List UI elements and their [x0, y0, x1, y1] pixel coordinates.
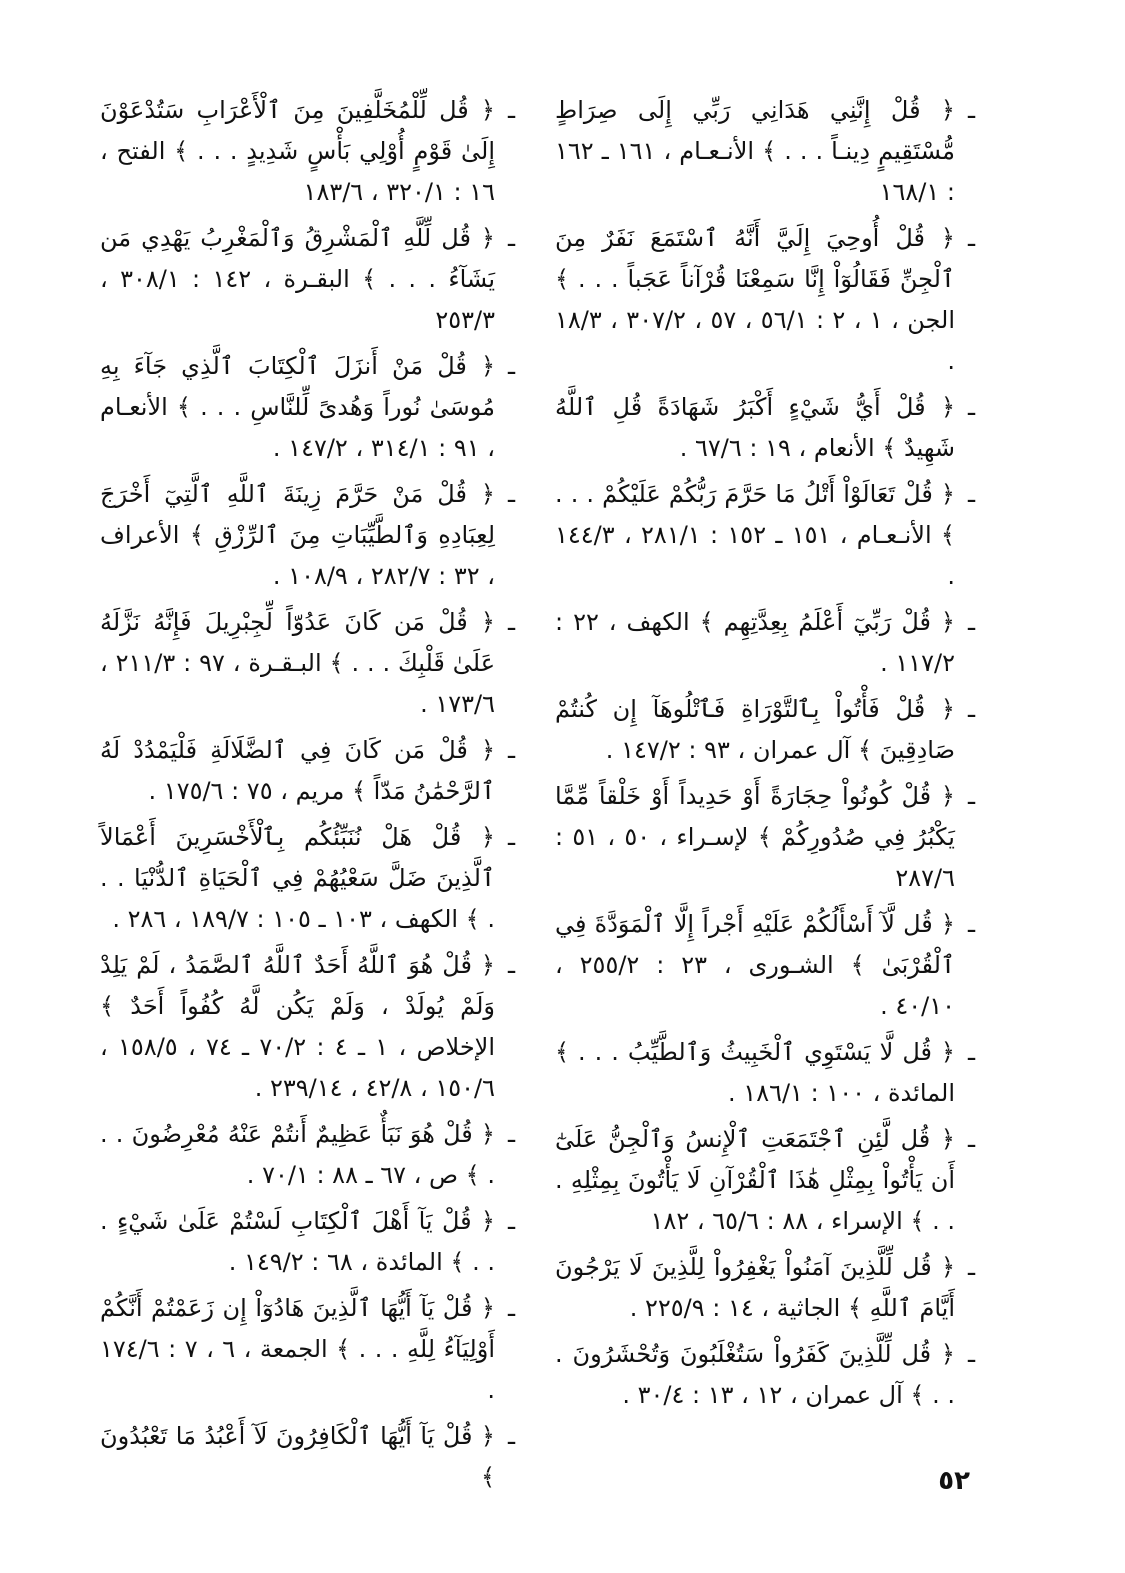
list-item: ـ ﴿ قُلْ مَن كَانَ فِي ٱلضَّلَالَةِ فَلْيَمْدُدْ لَهُ ٱلرَّحْمَٰنُ مَدّاً ﴾ مريم ، ٧٥ : ١٧٥/٦ . [100, 730, 515, 812]
list-item: ـ ﴿ قُلْ يَآ أَيُّهَا ٱلْكَافِرُونَ لَآ أَعْبُدُ مَا تَعْبُدُونَ ﴾ [100, 1416, 515, 1498]
list-item: ـ ﴿ قُلْ أُوحِيَ إِلَيَّ أَنَّهُ ٱسْتَمَعَ نَفَرٌ مِنَ ٱلْجِنِّ فَقَالُوٓاْ إِنَّا سَمِعْنَا قُرْآناً عَجَباً . . . ﴾ الجن ، ١ ، ٢ : ٥٦/١ ، ٥٧ ، ٣٠٧/٢ ، ١٨/٣ . [555, 218, 975, 382]
list-item: ـ ﴿ قُل لِّلَّهِ ٱلْمَشْرِقُ وَٱلْمَغْرِبُ يَهْدِي مَن يَشَآءُ . . . ﴾ البقـرة ، ١٤٢ : ٣٠٨/١ ، ٢٥٣/٣ [100, 218, 515, 341]
left-column [100, 90, 515, 1503]
list-item: ـ ﴿ قُلْ يَآ أَيُّهَا ٱلَّذِينَ هَادُوٓاْ إِن زَعَمْتُمْ أَنَّكُمْ أَوْلِيَآءُ لِلَّهِ . . . ﴾ الجمعة ، ٦ ، ٧ : ١٧٤/٦ . [100, 1288, 515, 1411]
entry-text: ﴿ قُل لَّئِنِ ٱجْتَمَعَتِ ٱلْإِنسُ وَٱلْجِنُّ عَلَىٰٓ أَن يَأْتُواْ بِمِثْلِ هَٰذَا ٱلْقُرْآنِ لَا يَأْتُونَ بِمِثْلِهِ . . . ﴾ الإسراء ، ٨٨ : ٦٥/٦ ، ١٨٢ [555, 1125, 955, 1235]
list-item: ـ ﴿ قُل لِّلَّذِينَ كَفَرُواْ سَتُغْلَبُونَ وَتُحْشَرُونَ . . . ﴾ آل عمران ، ١٢ ، ١٣ : ٣٠/٤ . [555, 1334, 975, 1416]
list-item: ـ ﴿ قُلْ كُونُواْ حِجَارَةً أَوْ حَدِيداً أَوْ خَلْقاً مِّمَّا يَكْبُرُ فِي صُدُورِكُمْ ﴾ لإسـراء ، ٥٠ ، ٥١ : ٢٨٧/٦ [555, 776, 975, 899]
list-item: ـ ﴿ قُلْ يَآ أَهْلَ ٱلْكِتَابِ لَسْتُمْ عَلَىٰ شَيْءٍ . . . ﴾ المائدة ، ٦٨ : ١٤٩/٢ . [100, 1201, 515, 1283]
entry-text: ﴿ قُلْ أَيُّ شَيْءٍ أَكْبَرُ شَهَادَةً قُلِ ٱللَّهُ شَهِيدٌ ﴾ الأنعام ، ١٩ : ٦٧/٦ . [555, 393, 955, 462]
entry-text: ﴿ قُلْ أُوحِيَ إِلَيَّ أَنَّهُ ٱسْتَمَعَ نَفَرٌ مِنَ ٱلْجِنِّ فَقَالُوٓاْ إِنَّا سَمِعْنَا قُرْآناً عَجَباً . . . ﴾ الجن ، ١ ، ٢ : ٥٦/١ ، ٥٧ ، ٣٠٧/٢ ، ١٨/٣ . [555, 224, 955, 375]
entry-text: ﴿ قُل لِّلَّذِينَ كَفَرُواْ سَتُغْلَبُونَ وَتُحْشَرُونَ . . . ﴾ آل عمران ، ١٢ ، ١٣ : ٣٠/٤ . [555, 1340, 955, 1409]
list-item: ـ ﴿ قُلْ مَنْ أَنزَلَ ٱلْكِتَابَ ٱلَّذِي جَآءَ بِهِ مُوسَىٰ نُوراً وَهُدىً لِّلنَّاسِ . . . ﴾ الأنعـام ، ٩١ : ٣١٤/١ ، ١٤٧/٢ . [100, 346, 515, 469]
entry-text: ﴿ قُلْ هَلْ نُنَبِّئُكُم بِٱلْأَخْسَرِينَ أَعْمَالاً ٱلَّذِينَ ضَلَّ سَعْيُهُمْ فِي ٱلْحَيَاةِ ٱلدُّنْيَا . . . ﴾ الكهف ، ١٠٣ ـ ١٠٥ : ١٨٩/٧ ، ٢٨٦ . [100, 823, 495, 933]
entry-text: ﴿ قُل لَّا يَسْتَوِي ٱلْخَبِيثُ وَٱلطَّيِّبُ . . . ﴾ المائدة ، ١٠٠ : ١٨٦/١ . [555, 1038, 955, 1107]
entry-text: ﴿ قُلْ مَن كَانَ عَدُوّاً لِّجِبْرِيلَ فَإِنَّهُ نَزَّلَهُ عَلَىٰ قَلْبِكَ . . . ﴾ البـقـرة ، ٩٧ : ٢١١/٣ ، ١٧٣/٦ . [100, 608, 496, 718]
entry-text: ﴿ قُلْ مَن كَانَ فِي ٱلضَّلَالَةِ فَلْيَمْدُدْ لَهُ ٱلرَّحْمَٰنُ مَدّاً ﴾ مريم ، ٧٥ : ١٧٥/٦ . [100, 736, 495, 805]
entry-text: ﴿ قُلْ كُونُواْ حِجَارَةً أَوْ حَدِيداً أَوْ خَلْقاً مِّمَّا يَكْبُرُ فِي صُدُورِكُمْ ﴾ لإسـراء ، ٥٠ ، ٥١ : ٢٨٧/٦ [555, 782, 955, 892]
entry-text: ﴿ قُل لِّلْمُخَلَّفِينَ مِنَ ٱلْأَعْرَابِ سَتُدْعَوْنَ إِلَىٰ قَوْمٍ أُوْلِي بَأْسٍ شَدِيدٍ . . . ﴾ الفتح ، ١٦ : ٣٢٠/١ ، ١٨٣/٦ [100, 96, 495, 206]
list-item: ـ ﴿ قُلْ أَيُّ شَيْءٍ أَكْبَرُ شَهَادَةً قُلِ ٱللَّهُ شَهِيدٌ ﴾ الأنعام ، ١٩ : ٦٧/٦ . [555, 387, 975, 469]
entry-text: ﴿ قُل لَّآ أَسْأَلُكُمْ عَلَيْهِ أَجْراً إِلَّا ٱلْمَوَدَّةَ فِي ٱلْقُرْبَىٰ ﴾ الشـورى ، ٢٣ : ٢٥٥/٢ ، ٤٠/١٠ . [555, 910, 956, 1020]
list-item: ـ ﴿ قُلْ مَن كَانَ عَدُوّاً لِّجِبْرِيلَ فَإِنَّهُ نَزَّلَهُ عَلَىٰ قَلْبِكَ . . . ﴾ البـقـرة ، ٩٧ : ٢١١/٣ ، ١٧٣/٦ . [100, 602, 515, 725]
entry-text: ﴿ قُلْ يَآ أَيُّهَا ٱلَّذِينَ هَادُوٓاْ إِن زَعَمْتُمْ أَنَّكُمْ أَوْلِيَآءُ لِلَّهِ . . . ﴾ الجمعة ، ٦ ، ٧ : ١٧٤/٦ . [100, 1294, 496, 1404]
right-column [555, 90, 975, 1421]
list-item: ـ ﴿ قُلْ تَعَالَوْاْ أَتْلُ مَا حَرَّمَ رَبُّكُمْ عَلَيْكُمْ . . . ﴾ الأنـعـام ، ١٥١ ـ ١٥٢ : ٢٨١/١ ، ١٤٤/٣ . [555, 474, 975, 597]
list-item: ـ ﴿ قُلْ فَأْتُواْ بِٱلتَّوْرَاةِ فَٱتْلُوهَآ إِن كُنتُمْ صَادِقِينَ ﴾ آل عمران ، ٩٣ : ١٤٧/٢ . [555, 689, 975, 771]
list-item: ـ ﴿ قُل لَّا يَسْتَوِي ٱلْخَبِيثُ وَٱلطَّيِّبُ . . . ﴾ المائدة ، ١٠٠ : ١٨٦/١ . [555, 1032, 975, 1114]
entry-text: ﴿ قُلْ مَنْ حَرَّمَ زِينَةَ ٱللَّهِ ٱلَّتِيٓ أَخْرَجَ لِعِبَادِهِ وَٱلطَّيِّبَاتِ مِنَ ٱلرِّزْقِ ﴾ الأعراف ، ٣٢ : ٢٨٢/٧ ، ١٠٨/٩ . [100, 480, 495, 590]
list-item: ـ ﴿ قُل لَّئِنِ ٱجْتَمَعَتِ ٱلْإِنسُ وَٱلْجِنُّ عَلَىٰٓ أَن يَأْتُواْ بِمِثْلِ هَٰذَا ٱلْقُرْآنِ لَا يَأْتُونَ بِمِثْلِهِ . . . ﴾ الإسراء ، ٨٨ : ٦٥/٦ ، ١٨٢ [555, 1119, 975, 1242]
entry-text: ﴿ قُلْ يَآ أَيُّهَا ٱلْكَافِرُونَ لَآ أَعْبُدُ مَا تَعْبُدُونَ ﴾ [100, 1422, 495, 1491]
entry-text: ﴿ قُلْ يَآ أَهْلَ ٱلْكِتَابِ لَسْتُمْ عَلَىٰ شَيْءٍ . . . ﴾ المائدة ، ٦٨ : ١٤٩/٢ . [100, 1207, 495, 1276]
list-item: ـ ﴿ قُلْ رَبِّيٓ أَعْلَمُ بِعِدَّتِهِم ﴾ الكهف ، ٢٢ : ١١٧/٢ . [555, 602, 975, 684]
entry-text: ﴿ قُلْ إِنَّنِي هَدَانِي رَبِّي إِلَى صِرَاطٍ مُّسْتَقِيمٍ دِينـاً . . . ﴾ الأنـعـام ، ١٦١ ـ ١٦٢ : ١٦٨/١ [555, 96, 956, 206]
entry-text: ﴿ قُلْ هُوَ ٱللَّهُ أَحَدٌ ٱللَّهُ ٱلصَّمَدُ ، لَمْ يَلِدْ وَلَمْ يُولَدْ ، وَلَمْ يَكُن لَّهُ كُفُواً أَحَدٌ ﴾ الإخلاص ، ١ ـ ٤ : ٧٠/٢ ـ ٧٤ ، ١٥٨/٥ ، ١٥٠/٦ ، ٤٢/٨ ، ٢٣٩/١٤ . [100, 951, 496, 1102]
entry-text: ﴿ قُل لِّلَّذِينَ آمَنُواْ يَغْفِرُواْ لِلَّذِينَ لَا يَرْجُونَ أَيَّامَ ٱللَّهِ ﴾ الجاثية ، ١٤ : ٢٢٥/٩ . [555, 1253, 955, 1322]
page-number: ٥٢ [938, 1466, 970, 1496]
list-item: ـ ﴿ قُلْ مَنْ حَرَّمَ زِينَةَ ٱللَّهِ ٱلَّتِيٓ أَخْرَجَ لِعِبَادِهِ وَٱلطَّيِّبَاتِ مِنَ ٱلرِّزْقِ ﴾ الأعراف ، ٣٢ : ٢٨٢/٧ ، ١٠٨/٩ . [100, 474, 515, 597]
entry-text: ﴿ قُلْ هُوَ نَبَأٌ عَظِيمٌ أَنتُمْ عَنْهُ مُعْرِضُونَ . . . ﴾ ص ، ٦٧ ـ ٨٨ : ٧٠/١ . [100, 1120, 495, 1189]
list-item: ـ ﴿ قُلْ هُوَ ٱللَّهُ أَحَدٌ ٱللَّهُ ٱلصَّمَدُ ، لَمْ يَلِدْ وَلَمْ يُولَدْ ، وَلَمْ يَكُن لَّهُ كُفُواً أَحَدٌ ﴾ الإخلاص ، ١ ـ ٤ : ٧٠/٢ ـ ٧٤ ، ١٥٨/٥ ، ١٥٠/٦ ، ٤٢/٨ ، ٢٣٩/١٤ . [100, 945, 515, 1109]
list-item: ـ ﴿ قُل لِّلَّذِينَ آمَنُواْ يَغْفِرُواْ لِلَّذِينَ لَا يَرْجُونَ أَيَّامَ ٱللَّهِ ﴾ الجاثية ، ١٤ : ٢٢٥/٩ . [555, 1247, 975, 1329]
list-item: ـ ﴿ قُل لَّآ أَسْأَلُكُمْ عَلَيْهِ أَجْراً إِلَّا ٱلْمَوَدَّةَ فِي ٱلْقُرْبَىٰ ﴾ الشـورى ، ٢٣ : ٢٥٥/٢ ، ٤٠/١٠ . [555, 904, 975, 1027]
entry-text: ﴿ قُلْ مَنْ أَنزَلَ ٱلْكِتَابَ ٱلَّذِي جَآءَ بِهِ مُوسَىٰ نُوراً وَهُدىً لِّلنَّاسِ . . . ﴾ الأنعـام ، ٩١ : ٣١٤/١ ، ١٤٧/٢ . [100, 352, 495, 462]
entry-text: ﴿ قُلْ رَبِّيٓ أَعْلَمُ بِعِدَّتِهِم ﴾ الكهف ، ٢٢ : ١١٧/٢ . [555, 608, 955, 677]
list-item: ـ ﴿ قُل لِّلْمُخَلَّفِينَ مِنَ ٱلْأَعْرَابِ سَتُدْعَوْنَ إِلَىٰ قَوْمٍ أُوْلِي بَأْسٍ شَدِيدٍ . . . ﴾ الفتح ، ١٦ : ٣٢٠/١ ، ١٨٣/٦ [100, 90, 515, 213]
entry-text: ﴿ قُلْ فَأْتُواْ بِٱلتَّوْرَاةِ فَٱتْلُوهَآ إِن كُنتُمْ صَادِقِينَ ﴾ آل عمران ، ٩٣ : ١٤٧/٢ . [555, 695, 955, 764]
entry-text: ﴿ قُلْ تَعَالَوْاْ أَتْلُ مَا حَرَّمَ رَبُّكُمْ عَلَيْكُمْ . . . ﴾ الأنـعـام ، ١٥١ ـ ١٥٢ : ٢٨١/١ ، ١٤٤/٣ . [555, 480, 955, 590]
list-item: ـ ﴿ قُلْ إِنَّنِي هَدَانِي رَبِّي إِلَى صِرَاطٍ مُّسْتَقِيمٍ دِينـاً . . . ﴾ الأنـعـام ، ١٦١ ـ ١٦٢ : ١٦٨/١ [555, 90, 975, 213]
entry-text: ﴿ قُل لِّلَّهِ ٱلْمَشْرِقُ وَٱلْمَغْرِبُ يَهْدِي مَن يَشَآءُ . . . ﴾ البقـرة ، ١٤٢ : ٣٠٨/١ ، ٢٥٣/٣ [100, 224, 496, 334]
list-item: ـ ﴿ قُلْ هَلْ نُنَبِّئُكُم بِٱلْأَخْسَرِينَ أَعْمَالاً ٱلَّذِينَ ضَلَّ سَعْيُهُمْ فِي ٱلْحَيَاةِ ٱلدُّنْيَا . . . ﴾ الكهف ، ١٠٣ ـ ١٠٥ : ١٨٩/٧ ، ٢٨٦ . [100, 817, 515, 940]
list-item: ـ ﴿ قُلْ هُوَ نَبَأٌ عَظِيمٌ أَنتُمْ عَنْهُ مُعْرِضُونَ . . . ﴾ ص ، ٦٧ ـ ٨٨ : ٧٠/١ . [100, 1114, 515, 1196]
